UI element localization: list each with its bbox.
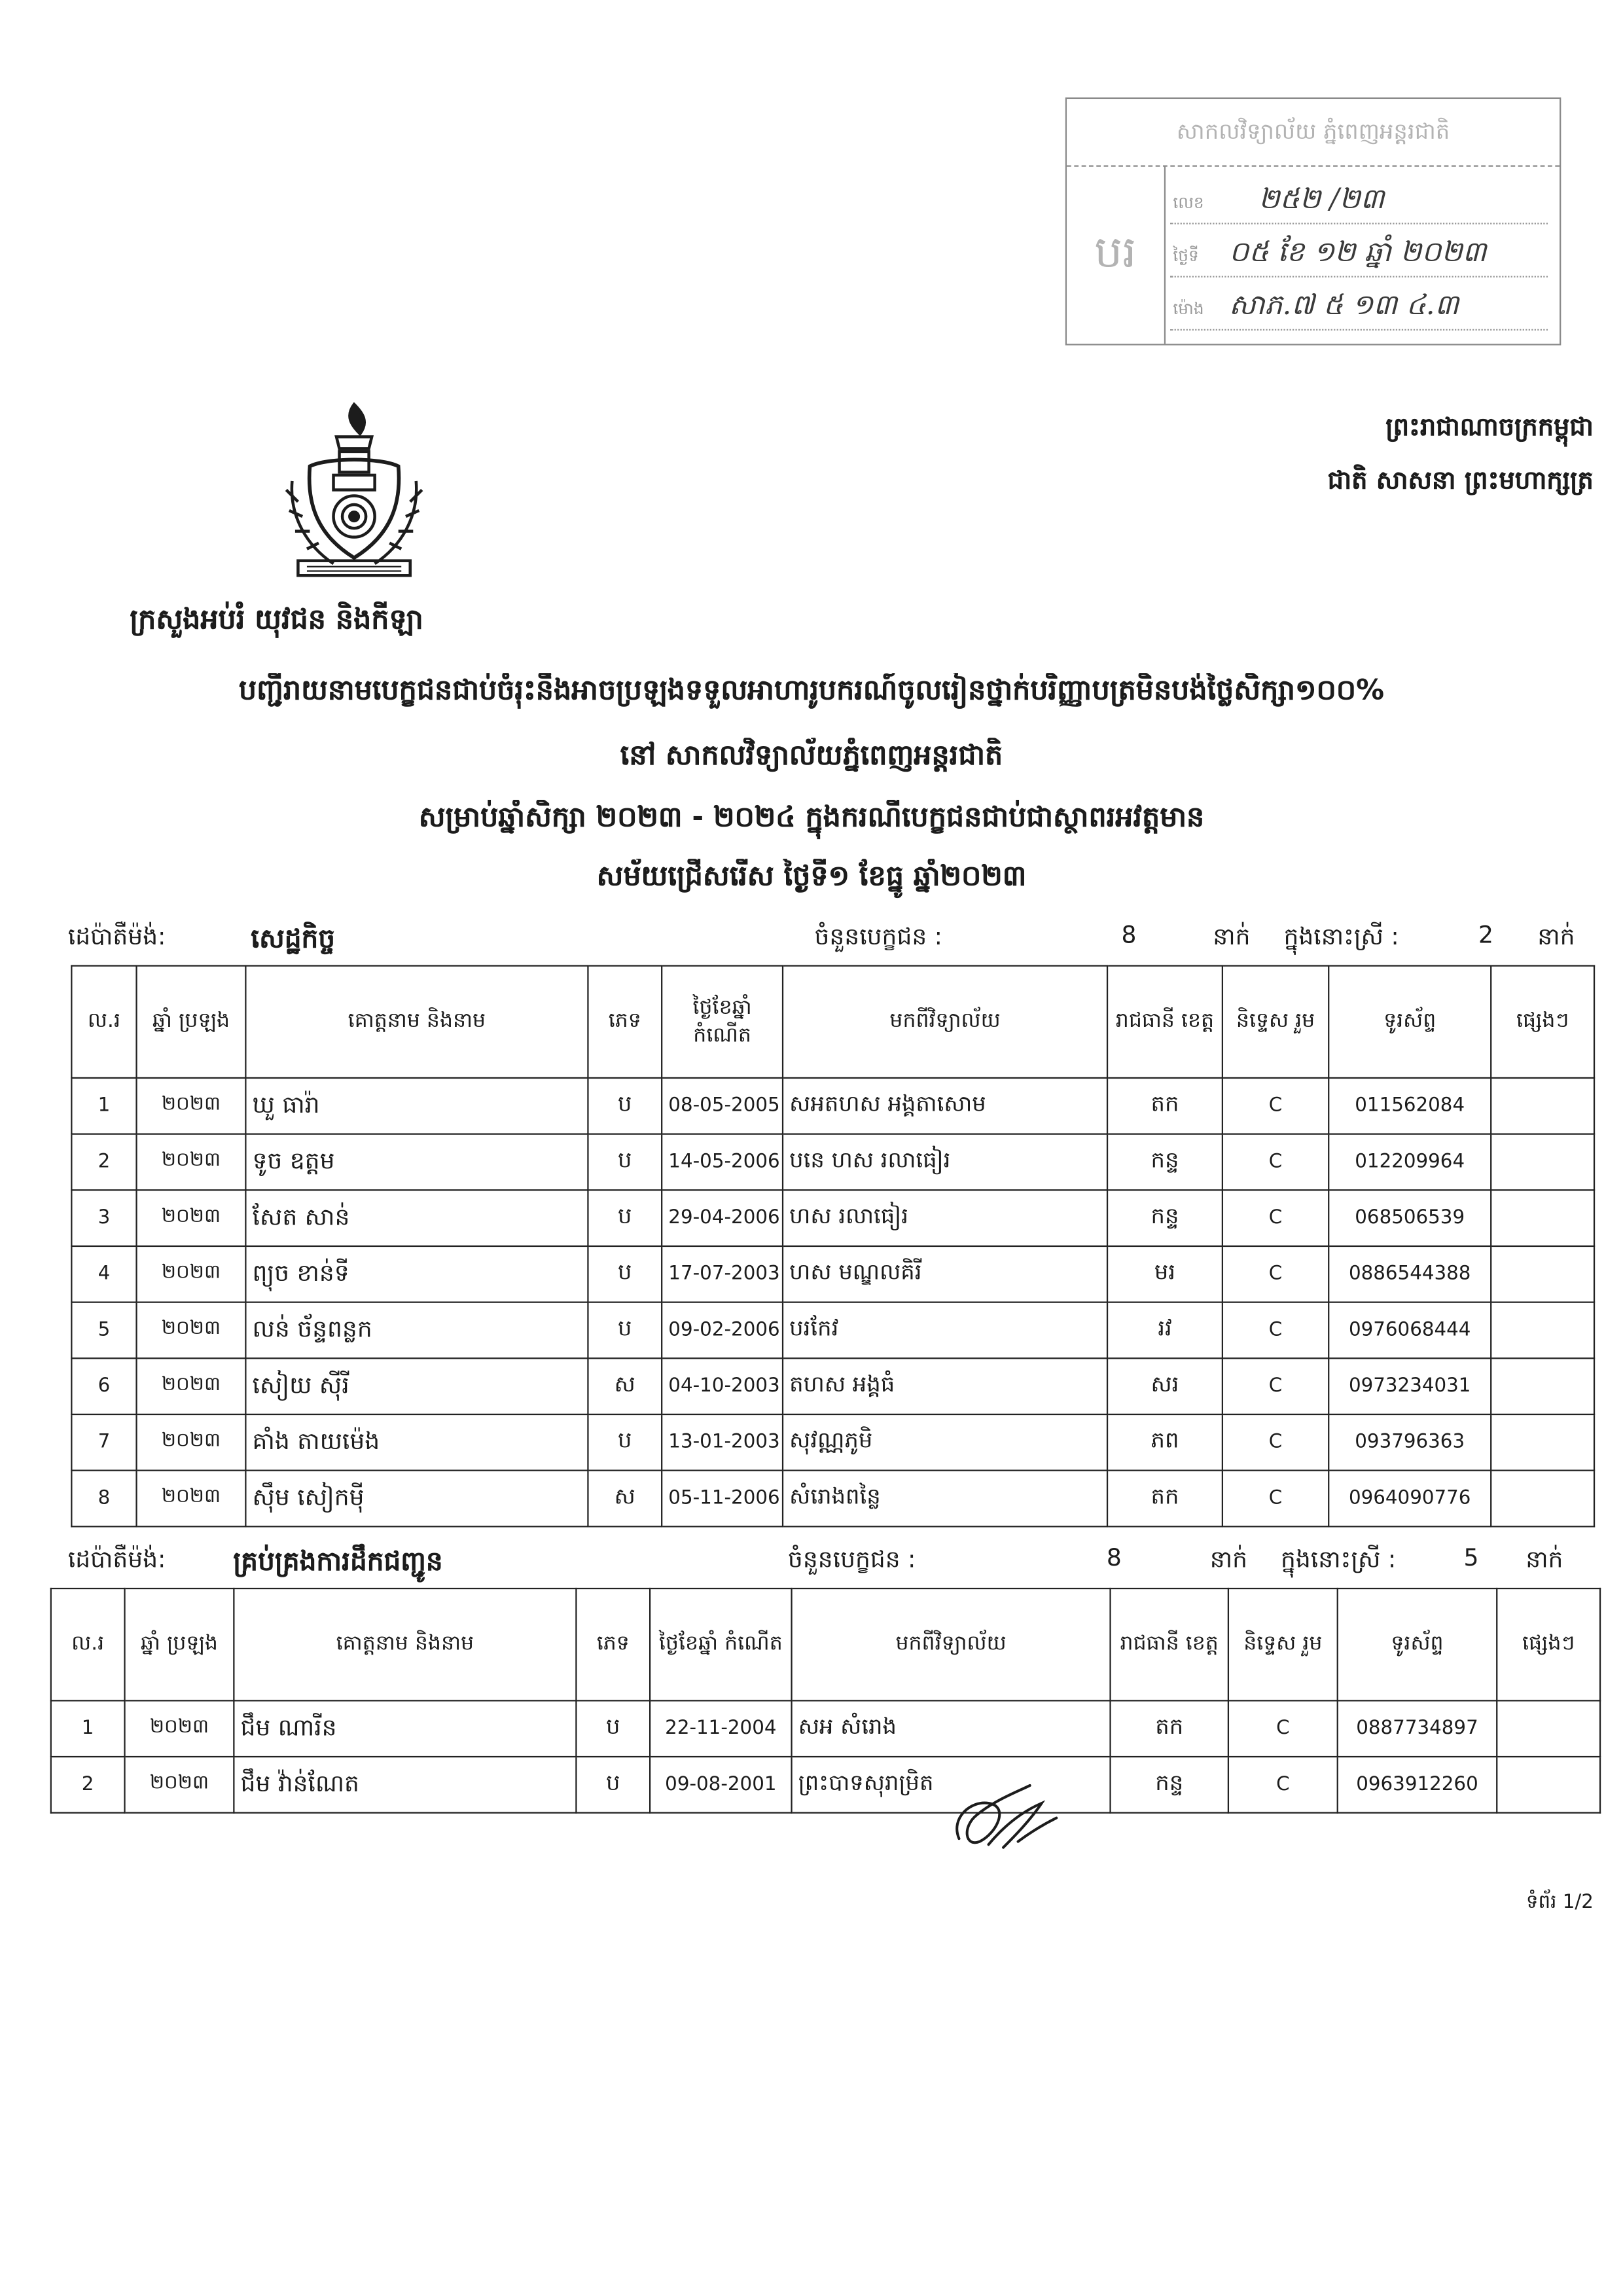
cell-exam-year: ២០២៣ <box>137 1190 246 1246</box>
table-row <box>71 1246 1594 1302</box>
title-line-1: បញ្ជីរាយនាមបេក្ខជនជាប់ចំរុះនឹងអាចប្រឡងទទួលអាហារូបករណ៍ចូលរៀនថ្នាក់បរិញ្ញាបត្រមិនបង់ថ្លៃសិក្សា១០០% <box>238 674 1385 707</box>
col-header-province: រាជធានី ខេត្ត <box>1107 966 1222 1078</box>
cell-sex: ប <box>588 1246 662 1302</box>
table-row <box>71 1471 1594 1527</box>
cell-name: លន់ ច័ន្ទពន្លក <box>245 1302 588 1359</box>
cell-exam-year: ២០២៣ <box>137 1134 246 1191</box>
cell-school: ហស មណ្ឌលគិរី <box>783 1246 1107 1302</box>
cell-province: កន្ទ <box>1107 1190 1222 1246</box>
cell-other <box>1491 1134 1594 1191</box>
table-header-row <box>71 966 1594 1078</box>
cell-sex: ប <box>588 1414 662 1471</box>
cell-phone: 0886544388 <box>1329 1246 1491 1302</box>
ministry-name: ក្រសួងអប់រំ យុវជន និងកីឡា <box>130 603 423 636</box>
col-header-year: ឆ្នាំ ប្រឡង <box>137 966 246 1078</box>
cell-name: ឃួ ធារ៉ា <box>245 1078 588 1134</box>
cell-exam-year: ២០២៣ <box>137 1078 246 1134</box>
cell-dob: 22-11-2004 <box>650 1700 791 1757</box>
col-header-other: ផ្សេងៗ <box>1497 1588 1600 1700</box>
cell-province: សរ <box>1107 1358 1222 1414</box>
cell-exam-year: ២០២៣ <box>125 1757 234 1813</box>
col-header-grade: និទ្ទេស រួម <box>1222 966 1329 1078</box>
cell-province: តក <box>1107 1471 1222 1527</box>
female-count-label: ក្នុងនោះស្រី : <box>1280 1545 1397 1573</box>
title-line-4: សម័យជ្រើសរើស ថ្ងៃទី១ ខែធ្នូ ឆ្នាំ២០២៣ <box>596 860 1027 893</box>
table-1-body <box>71 1078 1594 1526</box>
dept-name: គ្រប់គ្រងការដឹកជញ្ជូន <box>233 1546 443 1578</box>
candidate-count: 8 <box>1106 1543 1122 1572</box>
cell-sex: ប <box>588 1078 662 1134</box>
title-line-3: សម្រាប់ឆ្នាំសិក្សា ២០២៣ - ២០២៤ ក្នុងករណីបេក្ខជនជាប់ជាស្ថាពរអវត្តមាន <box>418 801 1205 834</box>
col-header-grade: និទ្ទេស រួម <box>1228 1588 1338 1700</box>
dept-label: ដេប៉ាតឺម៉ង់: <box>67 922 166 950</box>
table-row <box>51 1700 1600 1757</box>
cell-phone: 0973234031 <box>1329 1358 1491 1414</box>
cell-other <box>1497 1757 1600 1813</box>
cell-no: 8 <box>71 1471 136 1527</box>
stamp-time-label: ម៉ោង <box>1173 299 1204 319</box>
cell-grade: C <box>1222 1190 1329 1246</box>
cell-sex: ស <box>588 1471 662 1527</box>
cell-other <box>1491 1414 1594 1471</box>
ministry-emblem-icon <box>277 399 431 590</box>
cell-grade: C <box>1222 1246 1329 1302</box>
candidate-count-label: ចំនួនបេក្ខជន : <box>814 922 942 950</box>
cell-school: បរកែវ <box>783 1302 1107 1359</box>
cell-school: តហស អង្គធំ <box>783 1358 1107 1414</box>
cell-phone: 068506539 <box>1329 1190 1491 1246</box>
cell-dob: 14-05-2006 <box>662 1134 783 1191</box>
col-header-name: គោត្តនាម និងនាម <box>245 966 588 1078</box>
stamp-header: សាកលវិទ្យាល័យ ភ្នំពេញអន្តរជាតិ <box>1067 99 1560 167</box>
cell-exam-year: ២០២៣ <box>137 1358 246 1414</box>
cell-grade: C <box>1222 1134 1329 1191</box>
table-row <box>71 1078 1594 1134</box>
cell-phone: 0887734897 <box>1338 1700 1497 1757</box>
cell-no: 6 <box>71 1358 136 1414</box>
cell-other <box>1491 1358 1594 1414</box>
cell-name: ព្យុច ខាន់ទី <box>245 1246 588 1302</box>
cell-sex: ប <box>588 1134 662 1191</box>
cell-phone: 0963912260 <box>1338 1757 1497 1813</box>
stamp-side-label: បរ <box>1067 166 1166 344</box>
female-unit: នាក់ <box>1525 1545 1563 1573</box>
stamp-number-line <box>1170 170 1548 224</box>
cell-dob: 04-10-2003 <box>662 1358 783 1414</box>
cell-no: 1 <box>51 1700 125 1757</box>
stamp-number: ២៥២ /២៣ <box>1258 183 1385 216</box>
cell-other <box>1491 1471 1594 1527</box>
cell-school: សុវណ្ណភូមិ <box>783 1414 1107 1471</box>
cell-phone: 0964090776 <box>1329 1471 1491 1527</box>
cell-province: តក <box>1107 1078 1222 1134</box>
stamp-date-line <box>1170 223 1548 277</box>
stamp-number-label: លេខ <box>1173 193 1204 213</box>
kingdom-line-1: ព្រះរាជាណាចក្រកម្ពុជា <box>1385 413 1594 443</box>
cell-exam-year: ២០២៣ <box>137 1246 246 1302</box>
female-count: 5 <box>1463 1543 1479 1572</box>
cell-name: សៀយ ស៊ីរី <box>245 1358 588 1414</box>
cell-exam-year: ២០២៣ <box>137 1471 246 1527</box>
dept-name: សេដ្ឋកិច្ច <box>251 924 336 955</box>
cell-school: បនេ ហស រលាធៀរ <box>783 1134 1107 1191</box>
cell-dob: 09-08-2001 <box>650 1757 791 1813</box>
col-header-phone: ទូរស័ព្ទ <box>1338 1588 1497 1700</box>
cell-other <box>1497 1700 1600 1757</box>
section-2-info <box>50 1543 1599 1582</box>
title-line-2: នៅ សាកលវិទ្យាល័យភ្នំពេញអន្តរជាតិ <box>620 739 1003 772</box>
cell-other <box>1491 1302 1594 1359</box>
cell-province: កន្ទ <box>1107 1134 1222 1191</box>
table-row <box>71 1414 1594 1471</box>
cell-no: 7 <box>71 1414 136 1471</box>
table-row <box>71 1134 1594 1191</box>
cell-grade: C <box>1222 1078 1329 1134</box>
table-row <box>51 1757 1600 1813</box>
stamp-time: សាភ.៧ ៥ ១៣ ៤.៣ <box>1229 289 1459 322</box>
cell-phone: 012209964 <box>1329 1134 1491 1191</box>
cell-exam-year: ២០២៣ <box>137 1302 246 1359</box>
stamp-time-line <box>1170 276 1548 331</box>
cell-no: 2 <box>71 1134 136 1191</box>
cell-grade: C <box>1222 1414 1329 1471</box>
col-header-sex: ភេទ <box>576 1588 650 1700</box>
cell-grade: C <box>1228 1700 1338 1757</box>
cell-grade: C <box>1222 1302 1329 1359</box>
cell-province: តក <box>1111 1700 1228 1757</box>
cell-dob: 05-11-2006 <box>662 1471 783 1527</box>
cell-phone: 011562084 <box>1329 1078 1491 1134</box>
table-row <box>71 1358 1594 1414</box>
female-count: 2 <box>1478 920 1494 949</box>
table-row <box>71 1302 1594 1359</box>
cell-school: ហស រលាធៀរ <box>783 1190 1107 1246</box>
cell-other <box>1491 1078 1594 1134</box>
cell-sex: ប <box>576 1700 650 1757</box>
cell-other <box>1491 1190 1594 1246</box>
cell-school: សអតហស អង្គតាសោម <box>783 1078 1107 1134</box>
cell-name: គាំង តាយម៉េង <box>245 1414 588 1471</box>
kingdom-line-2: ជាតិ សាសនា ព្រះមហាក្សត្រ <box>1327 466 1594 496</box>
kingdom-motto <box>1328 401 1594 507</box>
cell-phone: 0976068444 <box>1329 1302 1491 1359</box>
receipt-stamp <box>1065 98 1561 346</box>
cell-no: 1 <box>71 1078 136 1134</box>
female-count-label: ក្នុងនោះស្រី : <box>1283 922 1399 950</box>
candidate-count: 8 <box>1121 920 1137 949</box>
cell-grade: C <box>1228 1757 1338 1813</box>
cell-exam-year: ២០២៣ <box>125 1700 234 1757</box>
cell-sex: ប <box>588 1302 662 1359</box>
cell-phone: 093796363 <box>1329 1414 1491 1471</box>
table-2-body <box>51 1700 1600 1812</box>
count-unit: នាក់ <box>1213 922 1251 950</box>
col-header-name: គោត្តនាម និងនាម <box>234 1588 576 1700</box>
stamp-date: ០៥ ខែ ១២ ឆ្នាំ ២០២៣ <box>1229 236 1487 269</box>
cell-province: រវ <box>1107 1302 1222 1359</box>
cell-sex: ប <box>576 1757 650 1813</box>
candidate-count-label: ចំនួនបេក្ខជន : <box>787 1545 916 1573</box>
female-unit: នាក់ <box>1537 922 1575 950</box>
section-1-info <box>50 921 1599 960</box>
cell-dob: 08-05-2005 <box>662 1078 783 1134</box>
cell-dob: 17-07-2003 <box>662 1246 783 1302</box>
table-header-row <box>51 1588 1600 1700</box>
candidate-table-2 <box>50 1588 1601 1814</box>
col-header-dob: ថ្ងៃខែឆ្នាំ កំណើត <box>650 1588 791 1700</box>
col-header-phone: ទូរស័ព្ទ <box>1329 966 1491 1078</box>
page-number: ទំព័រ 1/2 <box>1525 1892 1594 1914</box>
cell-name: ទូច ឧត្តម <box>245 1134 588 1191</box>
cell-sex: ប <box>588 1190 662 1246</box>
col-header-school: មកពីវិទ្យាល័យ <box>792 1588 1111 1700</box>
cell-name: ជឹម វ៉ាន់ណែត <box>234 1757 576 1813</box>
col-header-other: ផ្សេងៗ <box>1491 966 1594 1078</box>
cell-dob: 09-02-2006 <box>662 1302 783 1359</box>
col-header-province: រាជធានី ខេត្ត <box>1111 1588 1228 1700</box>
col-header-year: ឆ្នាំ ប្រឡង <box>125 1588 234 1700</box>
col-header-no: ល.រ <box>51 1588 125 1700</box>
cell-grade: C <box>1222 1358 1329 1414</box>
cell-exam-year: ២០២៣ <box>137 1414 246 1471</box>
stamp-date-label: ថ្ងៃទី <box>1173 246 1199 266</box>
cell-name: សែត សាន់ <box>245 1190 588 1246</box>
cell-no: 2 <box>51 1757 125 1813</box>
col-header-sex: ភេទ <box>588 966 662 1078</box>
cell-school: ព្រះបាទសុរាម្រិត <box>792 1757 1111 1813</box>
cell-other <box>1491 1246 1594 1302</box>
cell-province: មរ <box>1107 1246 1222 1302</box>
dept-label: ដេប៉ាតឺម៉ង់: <box>67 1545 166 1573</box>
col-header-dob: ថ្ងៃខែឆ្នាំ កំណើត <box>662 966 783 1078</box>
cell-name: ជឹម ណារីន <box>234 1700 576 1757</box>
cell-sex: ស <box>588 1358 662 1414</box>
cell-no: 4 <box>71 1246 136 1302</box>
cell-province: កន្ទ <box>1111 1757 1228 1813</box>
col-header-school: មកពីវិទ្យាល័យ <box>783 966 1107 1078</box>
table-row <box>71 1190 1594 1246</box>
count-unit: នាក់ <box>1209 1545 1247 1573</box>
candidate-table-1 <box>71 965 1595 1527</box>
cell-grade: C <box>1222 1471 1329 1527</box>
col-header-no: ល.រ <box>71 966 136 1078</box>
cell-dob: 29-04-2006 <box>662 1190 783 1246</box>
cell-province: ភព <box>1107 1414 1222 1471</box>
cell-no: 3 <box>71 1190 136 1246</box>
cell-no: 5 <box>71 1302 136 1359</box>
signature-mark <box>944 1774 1062 1856</box>
cell-school: សំរោងពន្លៃ <box>783 1471 1107 1527</box>
cell-name: ស៊ឹម សៀកមុី <box>245 1471 588 1527</box>
cell-dob: 13-01-2003 <box>662 1414 783 1471</box>
cell-school: សអ សំរោង <box>792 1700 1111 1757</box>
